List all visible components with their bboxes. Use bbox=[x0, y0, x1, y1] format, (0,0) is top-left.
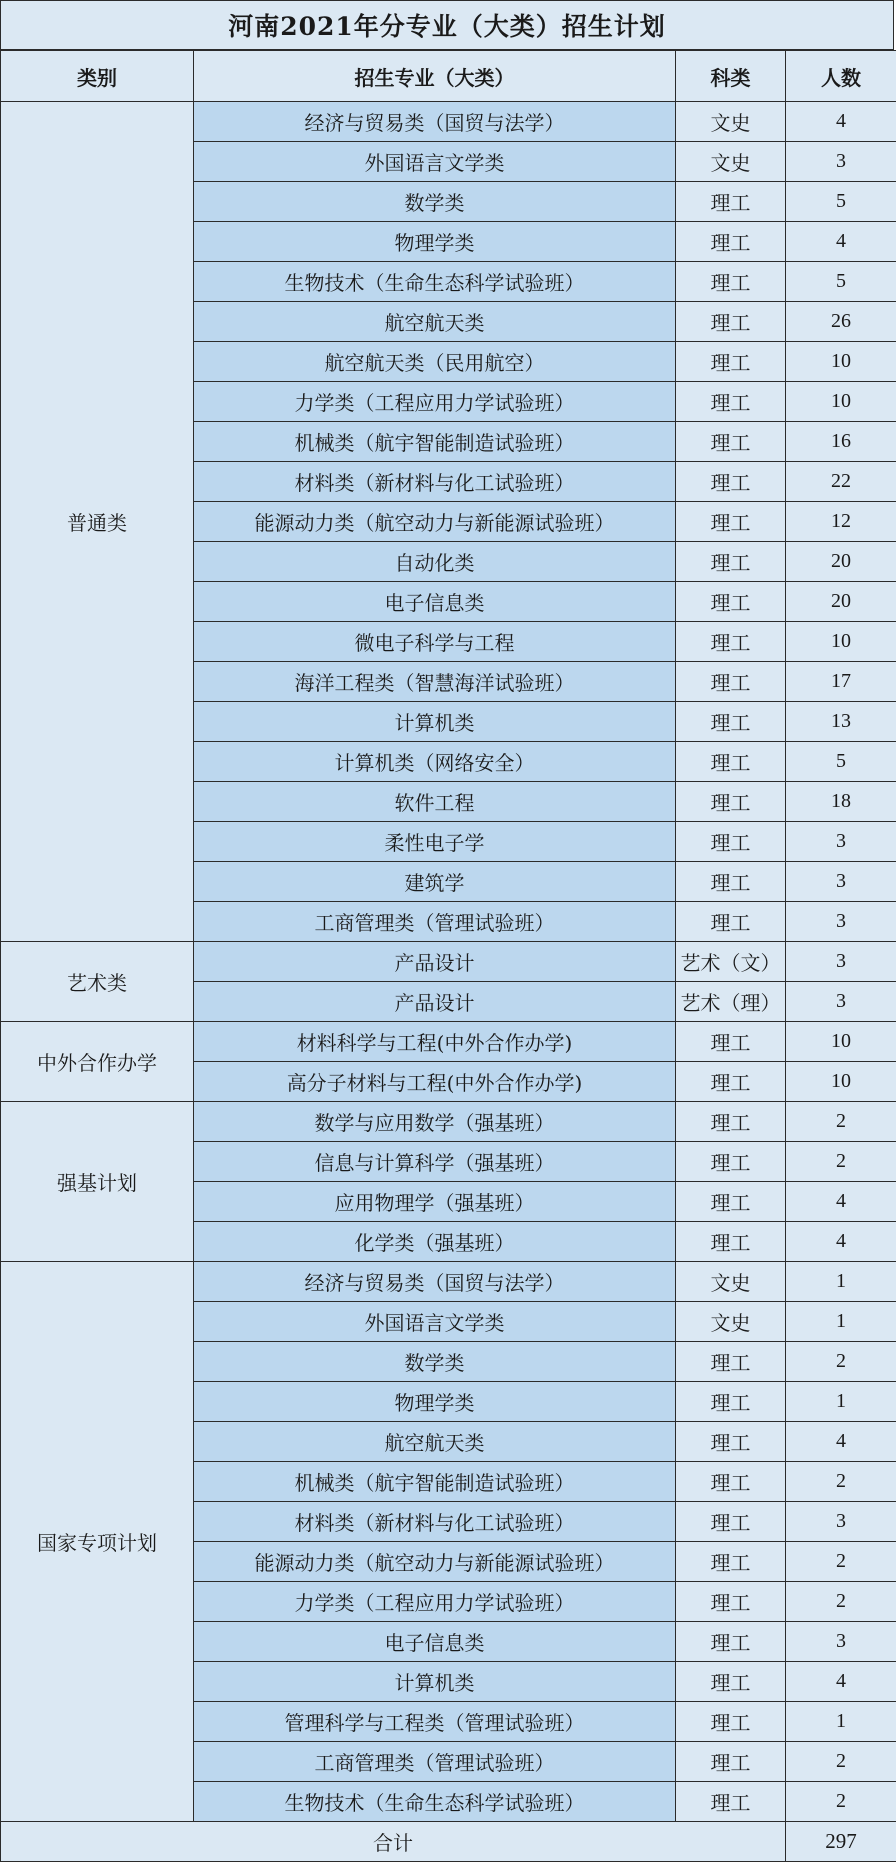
subject-cell: 理工 bbox=[676, 1102, 786, 1142]
subject-cell: 理工 bbox=[676, 1062, 786, 1102]
subject-cell: 理工 bbox=[676, 342, 786, 382]
major-cell: 外国语言文学类 bbox=[194, 1302, 676, 1342]
count-cell: 1 bbox=[786, 1302, 896, 1342]
major-cell: 材料类（新材料与化工试验班） bbox=[194, 1502, 676, 1542]
major-cell: 材料类（新材料与化工试验班） bbox=[194, 462, 676, 502]
table-body bbox=[1, 102, 896, 1862]
major-cell: 化学类（强基班） bbox=[194, 1222, 676, 1262]
subject-cell: 理工 bbox=[676, 382, 786, 422]
major-cell: 建筑学 bbox=[194, 862, 676, 902]
major-cell: 数学类 bbox=[194, 1342, 676, 1382]
major-cell: 力学类（工程应用力学试验班） bbox=[194, 382, 676, 422]
count-cell: 18 bbox=[786, 782, 896, 822]
major-cell: 力学类（工程应用力学试验班） bbox=[194, 1582, 676, 1622]
major-cell: 航空航天类 bbox=[194, 302, 676, 342]
count-cell: 10 bbox=[786, 342, 896, 382]
major-cell: 产品设计 bbox=[194, 982, 676, 1022]
subject-cell: 理工 bbox=[676, 1742, 786, 1782]
major-cell: 应用物理学（强基班） bbox=[194, 1182, 676, 1222]
subject-cell: 理工 bbox=[676, 902, 786, 942]
subject-cell: 理工 bbox=[676, 1622, 786, 1662]
major-cell: 物理学类 bbox=[194, 222, 676, 262]
subject-cell: 理工 bbox=[676, 1342, 786, 1382]
category-cell: 国家专项计划 bbox=[1, 1262, 194, 1822]
major-cell: 经济与贸易类（国贸与法学） bbox=[194, 102, 676, 142]
major-cell: 物理学类 bbox=[194, 1382, 676, 1422]
table-row bbox=[1, 942, 896, 982]
count-cell: 22 bbox=[786, 462, 896, 502]
count-cell: 2 bbox=[786, 1542, 896, 1582]
category-cell: 强基计划 bbox=[1, 1102, 194, 1262]
subject-cell: 理工 bbox=[676, 262, 786, 302]
major-cell: 生物技术（生命生态科学试验班） bbox=[194, 262, 676, 302]
category-cell: 艺术类 bbox=[1, 942, 194, 1022]
subject-cell: 理工 bbox=[676, 1422, 786, 1462]
major-cell: 生物技术（生命生态科学试验班） bbox=[194, 1782, 676, 1822]
category-cell: 中外合作办学 bbox=[1, 1022, 194, 1102]
subject-cell: 文史 bbox=[676, 142, 786, 182]
count-cell: 26 bbox=[786, 302, 896, 342]
count-cell: 2 bbox=[786, 1582, 896, 1622]
table-row bbox=[1, 1102, 896, 1142]
count-cell: 5 bbox=[786, 262, 896, 302]
category-cell: 普通类 bbox=[1, 102, 194, 942]
major-cell: 工商管理类（管理试验班） bbox=[194, 1742, 676, 1782]
major-cell: 计算机类（网络安全） bbox=[194, 742, 676, 782]
subject-cell: 理工 bbox=[676, 582, 786, 622]
subject-cell: 理工 bbox=[676, 1662, 786, 1702]
count-cell: 3 bbox=[786, 1622, 896, 1662]
count-cell: 1 bbox=[786, 1702, 896, 1742]
subject-cell: 理工 bbox=[676, 502, 786, 542]
major-cell: 数学与应用数学（强基班） bbox=[194, 1102, 676, 1142]
count-cell: 4 bbox=[786, 222, 896, 262]
count-cell: 20 bbox=[786, 542, 896, 582]
header-category: 类别 bbox=[1, 51, 194, 102]
count-cell: 1 bbox=[786, 1262, 896, 1302]
subject-cell: 理工 bbox=[676, 782, 786, 822]
count-cell: 3 bbox=[786, 902, 896, 942]
major-cell: 能源动力类（航空动力与新能源试验班） bbox=[194, 1542, 676, 1582]
major-cell: 计算机类 bbox=[194, 1662, 676, 1702]
count-cell: 4 bbox=[786, 1662, 896, 1702]
count-cell: 3 bbox=[786, 1502, 896, 1542]
subject-cell: 理工 bbox=[676, 662, 786, 702]
major-cell: 机械类（航宇智能制造试验班） bbox=[194, 1462, 676, 1502]
subject-cell: 理工 bbox=[676, 422, 786, 462]
subject-cell: 文史 bbox=[676, 1302, 786, 1342]
total-value: 297 bbox=[786, 1822, 896, 1862]
count-cell: 20 bbox=[786, 582, 896, 622]
count-cell: 10 bbox=[786, 382, 896, 422]
major-cell: 能源动力类（航空动力与新能源试验班） bbox=[194, 502, 676, 542]
count-cell: 10 bbox=[786, 1062, 896, 1102]
subject-cell: 理工 bbox=[676, 1782, 786, 1822]
count-cell: 4 bbox=[786, 1222, 896, 1262]
count-cell: 2 bbox=[786, 1342, 896, 1382]
subject-cell: 理工 bbox=[676, 1462, 786, 1502]
subject-cell: 理工 bbox=[676, 1182, 786, 1222]
subject-cell: 理工 bbox=[676, 302, 786, 342]
subject-cell: 理工 bbox=[676, 1582, 786, 1622]
subject-cell: 理工 bbox=[676, 1022, 786, 1062]
subject-cell: 文史 bbox=[676, 1262, 786, 1302]
subject-cell: 理工 bbox=[676, 622, 786, 662]
count-cell: 2 bbox=[786, 1462, 896, 1502]
major-cell: 自动化类 bbox=[194, 542, 676, 582]
major-cell: 产品设计 bbox=[194, 942, 676, 982]
major-cell: 计算机类 bbox=[194, 702, 676, 742]
major-cell: 管理科学与工程类（管理试验班） bbox=[194, 1702, 676, 1742]
subject-cell: 理工 bbox=[676, 822, 786, 862]
table-row bbox=[1, 1022, 896, 1062]
major-cell: 微电子科学与工程 bbox=[194, 622, 676, 662]
count-cell: 4 bbox=[786, 1422, 896, 1462]
major-cell: 外国语言文学类 bbox=[194, 142, 676, 182]
header-row bbox=[1, 51, 896, 102]
major-cell: 电子信息类 bbox=[194, 582, 676, 622]
count-cell: 3 bbox=[786, 822, 896, 862]
major-cell: 软件工程 bbox=[194, 782, 676, 822]
count-cell: 5 bbox=[786, 742, 896, 782]
major-cell: 电子信息类 bbox=[194, 1622, 676, 1662]
count-cell: 10 bbox=[786, 1022, 896, 1062]
major-cell: 海洋工程类（智慧海洋试验班） bbox=[194, 662, 676, 702]
subject-cell: 理工 bbox=[676, 742, 786, 782]
subject-cell: 理工 bbox=[676, 1542, 786, 1582]
count-cell: 10 bbox=[786, 622, 896, 662]
count-cell: 1 bbox=[786, 1382, 896, 1422]
subject-cell: 理工 bbox=[676, 542, 786, 582]
major-cell: 数学类 bbox=[194, 182, 676, 222]
major-cell: 经济与贸易类（国贸与法学） bbox=[194, 1262, 676, 1302]
subject-cell: 理工 bbox=[676, 222, 786, 262]
header-major: 招生专业（大类） bbox=[194, 51, 676, 102]
subject-cell: 理工 bbox=[676, 182, 786, 222]
count-cell: 4 bbox=[786, 102, 896, 142]
subject-cell: 理工 bbox=[676, 462, 786, 502]
major-cell: 航空航天类 bbox=[194, 1422, 676, 1462]
subject-cell: 理工 bbox=[676, 1142, 786, 1182]
major-cell: 材料科学与工程(中外合作办学) bbox=[194, 1022, 676, 1062]
enrollment-plan-table bbox=[0, 50, 896, 1862]
subject-cell: 艺术（文） bbox=[676, 942, 786, 982]
count-cell: 17 bbox=[786, 662, 896, 702]
table-row bbox=[1, 1262, 896, 1302]
major-cell: 信息与计算科学（强基班） bbox=[194, 1142, 676, 1182]
major-cell: 工商管理类（管理试验班） bbox=[194, 902, 676, 942]
count-cell: 13 bbox=[786, 702, 896, 742]
total-label: 合计 bbox=[1, 1822, 786, 1862]
table-row bbox=[1, 102, 896, 142]
count-cell: 3 bbox=[786, 862, 896, 902]
subject-cell: 理工 bbox=[676, 1382, 786, 1422]
count-cell: 3 bbox=[786, 942, 896, 982]
count-cell: 2 bbox=[786, 1782, 896, 1822]
count-cell: 5 bbox=[786, 182, 896, 222]
subject-cell: 理工 bbox=[676, 862, 786, 902]
major-cell: 机械类（航宇智能制造试验班） bbox=[194, 422, 676, 462]
count-cell: 12 bbox=[786, 502, 896, 542]
count-cell: 4 bbox=[786, 1182, 896, 1222]
table-title: 河南2021年分专业（大类）招生计划 bbox=[0, 0, 894, 50]
subject-cell: 理工 bbox=[676, 1702, 786, 1742]
major-cell: 航空航天类（民用航空） bbox=[194, 342, 676, 382]
subject-cell: 理工 bbox=[676, 702, 786, 742]
subject-cell: 艺术（理） bbox=[676, 982, 786, 1022]
major-cell: 柔性电子学 bbox=[194, 822, 676, 862]
subject-cell: 理工 bbox=[676, 1222, 786, 1262]
count-cell: 3 bbox=[786, 982, 896, 1022]
header-count: 人数 bbox=[786, 51, 896, 102]
count-cell: 16 bbox=[786, 422, 896, 462]
subject-cell: 理工 bbox=[676, 1502, 786, 1542]
count-cell: 2 bbox=[786, 1102, 896, 1142]
count-cell: 2 bbox=[786, 1742, 896, 1782]
header-subject: 科类 bbox=[676, 51, 786, 102]
count-cell: 2 bbox=[786, 1142, 896, 1182]
subject-cell: 文史 bbox=[676, 102, 786, 142]
count-cell: 3 bbox=[786, 142, 896, 182]
major-cell: 高分子材料与工程(中外合作办学) bbox=[194, 1062, 676, 1102]
